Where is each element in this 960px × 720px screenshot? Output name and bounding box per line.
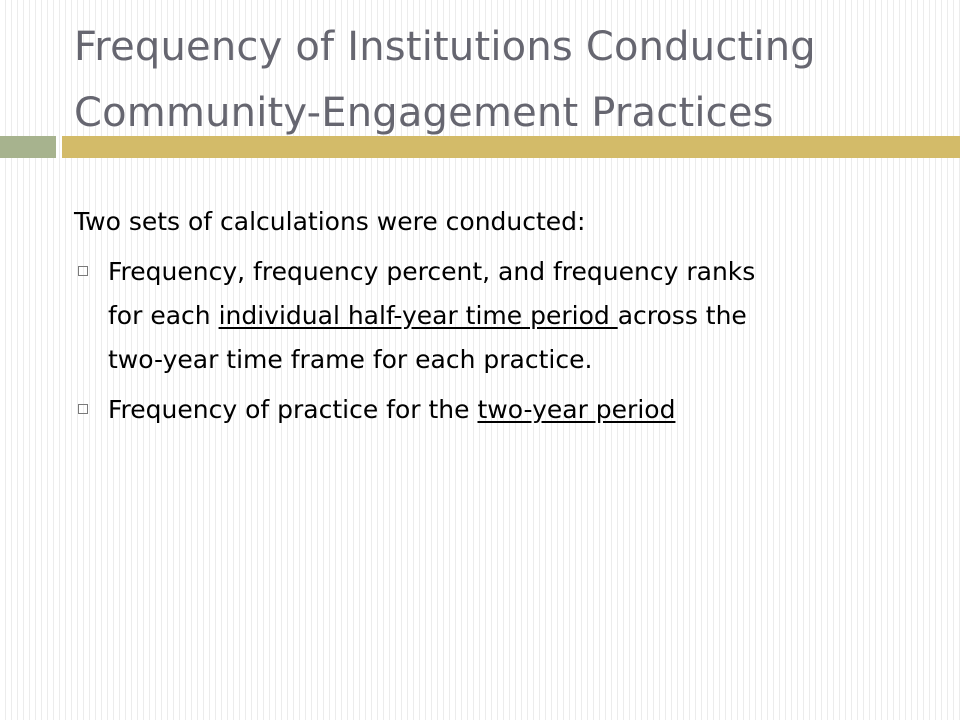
bullet-item-1-text [108, 250, 914, 382]
underlined-phrase-half-year: individual half-year time period [218, 301, 618, 330]
slide-title-line-1: Frequency of Institutions Conducting [74, 24, 816, 70]
accent-bar-gold [62, 136, 960, 158]
bullet-2-line-1 [108, 388, 914, 432]
square-bullet-icon [78, 404, 88, 414]
bullet-1-line-3-text: two-year time frame for each practice. [108, 345, 593, 374]
intro-text: Two sets of calculations were conducted: [74, 207, 586, 236]
bullet-item-2-text [108, 388, 914, 432]
bullet-1-line-2 [108, 294, 914, 338]
bullet-1-line-2-end: across the [617, 301, 747, 330]
accent-bar-green [0, 136, 56, 158]
bullet-1-line-3 [108, 338, 914, 382]
bullet-1-line-1-text: Frequency, frequency percent, and frequency ranks [108, 257, 756, 286]
bullet-1-line-1 [108, 250, 914, 294]
underlined-phrase-two-year: two-year period [477, 395, 676, 424]
slide-body [74, 200, 914, 438]
bullet-1-line-2-start: for each [108, 301, 219, 330]
bullet-item-1 [74, 250, 914, 382]
slide-title [74, 14, 944, 146]
bullet-item-2 [74, 388, 914, 432]
square-bullet-icon [78, 266, 88, 276]
slide-title-line-2: Community-Engagement Practices [74, 90, 774, 136]
bullet-2-line-1-start: Frequency of practice for the [108, 395, 478, 424]
